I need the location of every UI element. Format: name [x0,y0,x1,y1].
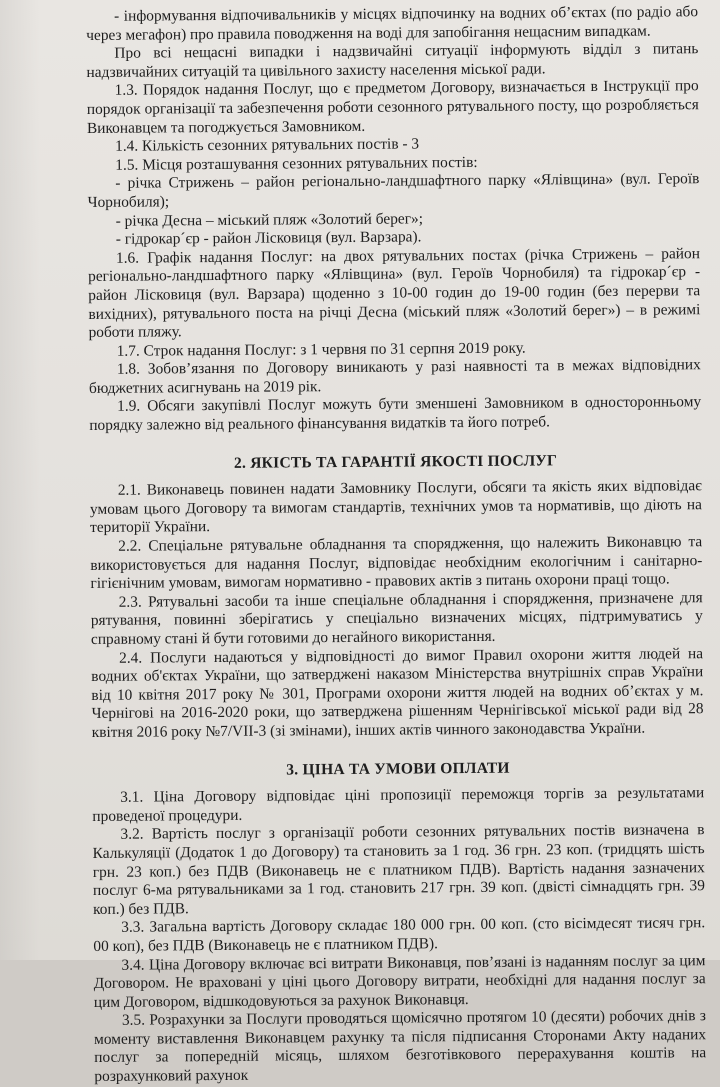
paragraph-emergency-notice: Про всі нещасні випадки і надзвичайні ситуації інформують відділ з питань надзвичайних ситуацій та цивільного захисту населення міської ради. [86,40,699,81]
paragraph-2-3: 2.3. Рятувальні засоби та інше спеціальне обладнання і спорядження, призначене для рятування, повинні зберігатись у спеціально визначених місцях, підтримуватись у справному стані й бути готовими до негайного використання. [90,588,703,648]
paragraph-3-4: 3.4. Ціна Договору включає всі витрати Виконавця, пов’язані із наданням послуг за цим Договором. Не враховані у ціні цього Договору витрати, необхідні для надання послуг за цим Договором, відшкодовуються за рахунок Виконавця. [93,951,706,1011]
list-item-hidrokarier: - гідрокар´єр - район Лісковиця (вул. Варзара). [115,228,422,248]
list-item-stryzhen: - річка Стрижень – район регіонально-ландшафтного парку «Ялівщина» (вул. Героїв Чорнобиля); [87,170,700,211]
paragraph-3-2: 3.2. Вартість послуг з організації роботи сезонних рятувальних постів визначена в Калькуляції (Додаток 1 до Договору) та становить за 1 год. 36 грн. 23 коп. (тридцять шість грн. 23 коп.) без ПДВ (Виконавець не є платником ПДВ). Вартість надання зазначених послуг 6-ма рятувальниками за 1 год. становить 217 грн. 39 коп. (двісті сімнадцять грн. 39 коп.) без ПДВ. [92,821,705,918]
paragraph-1-5: 1.5. Місця розташування сезонних рятувальних постів: [115,153,478,174]
paragraph-3-5: 3.5. Розрахунки за Послуги проводяться щомісячно протягом 10 (десяти) робочих днів з моменту виставлення Виконавцем рахунку та після підписання Сторонами Акту наданих послуг за попередній місяць, шляхом безготівкового перерахування коштів на розрахунковий рахунок [94,1007,707,1086]
paragraph-2-2: 2.2. Спеціальне рятувальне обладнання та спорядження, що належить Виконавцю та використовується для надання Послуг, відповідає необхідним екологічним і санітарно-гігієнічним умовам, вимогам нормативно - правових актів з питань охорони праці тощо. [90,533,703,593]
page-edge-shadow [0,0,40,960]
paragraph-informing: - інформування відпочивальників у місцях відпочинку на водних об’єктах (по радіо або через мегафон) про правила поводження на воді для запобігання нещасним випадкам. [86,3,699,44]
paragraph-3-1: 3.1. Ціна Договору відповідає ціні пропозиції переможця торгів за результатами проведеної процедури. [92,784,705,825]
paragraph-1-8: 1.8. Зобов’язання по Договору виникають у разі наявності та в межах відповідних бюджетних асигнувань на 2019 рік. [88,356,701,397]
paragraph-2-4: 2.4. Послуги надаються у відповідності до вимог Правил охорони життя людей на водних об'єктах України, що затверджені наказом Міністерства внутрішніх справ України від 10 квітня 2017 року № 301, Програми охорони життя людей на водних об’єктах у м. Чернігові на 2016-2020 роки, що затверджена рішенням Чернігівської міської ради від 28 квітня 2016 року №7/VII-3 (зі змінами), інших актів чинного законодавства України. [91,644,704,741]
paragraph-3-3: 3.3. Загальна вартість Договору складає 180 000 грн. 00 коп. (сто вісімдесят тисяч грн. 00 коп), без ПДВ (Виконавець не є платником ПДВ). [93,914,706,955]
paragraph-1-7: 1.7. Строк надання Послуг: з 1 червня по 31 серпня 2019 року. [116,339,526,360]
section-2-heading: 2. ЯКІСТЬ ТА ГАРАНТІЇ ЯКОСТІ ПОСЛУГ [233,451,558,472]
paragraph-1-9: 1.9. Обсяги закупівлі Послуг можуть бути зменшені Замовником в односторонньому порядку залежно від реального фінансування видатків та його потреб. [89,393,702,435]
paragraph-1-4: 1.4. Кількість сезонних рятувальних постів - 3 [115,135,420,155]
paragraph-1-6: 1.6. Графік надання Послуг: на двох рятувальних постах (річка Стрижень – район регіонально-ландшафтного парку «Ялівщина» (вул. Героїв Чорнобиля) та гідрокар´єр - район Лісковиця (вул. Варзара) щоденно з 10-00 годин до 19-00 годин (без перерви та вихідних), рятувального поста на річці Десна (міський пляж «Золотий берег») – в режимі роботи пляжу. [88,244,701,342]
document-text [86,3,706,1086]
paragraph-1-3: 1.3. Порядок надання Послуг, що є предметом Договору, визначається в Інструкції про порядок організації та забезпечення роботи сезонного рятувального посту, що розробляється Виконавцем та погоджується Замовником. [86,77,699,137]
section-3-heading: 3. ЦІНА ТА УМОВИ ОПЛАТИ [286,759,510,779]
list-item-desna: - річка Десна – міський пляж «Золотий берег»; [115,209,424,230]
paragraph-2-1: 2.1. Виконавець повинен надати Замовнику Послуги, обсяги та якість яких відповідає умовам цього Договору та вимогам стандартів, технічних умов та нормативів, що діють на території України. [89,477,702,537]
